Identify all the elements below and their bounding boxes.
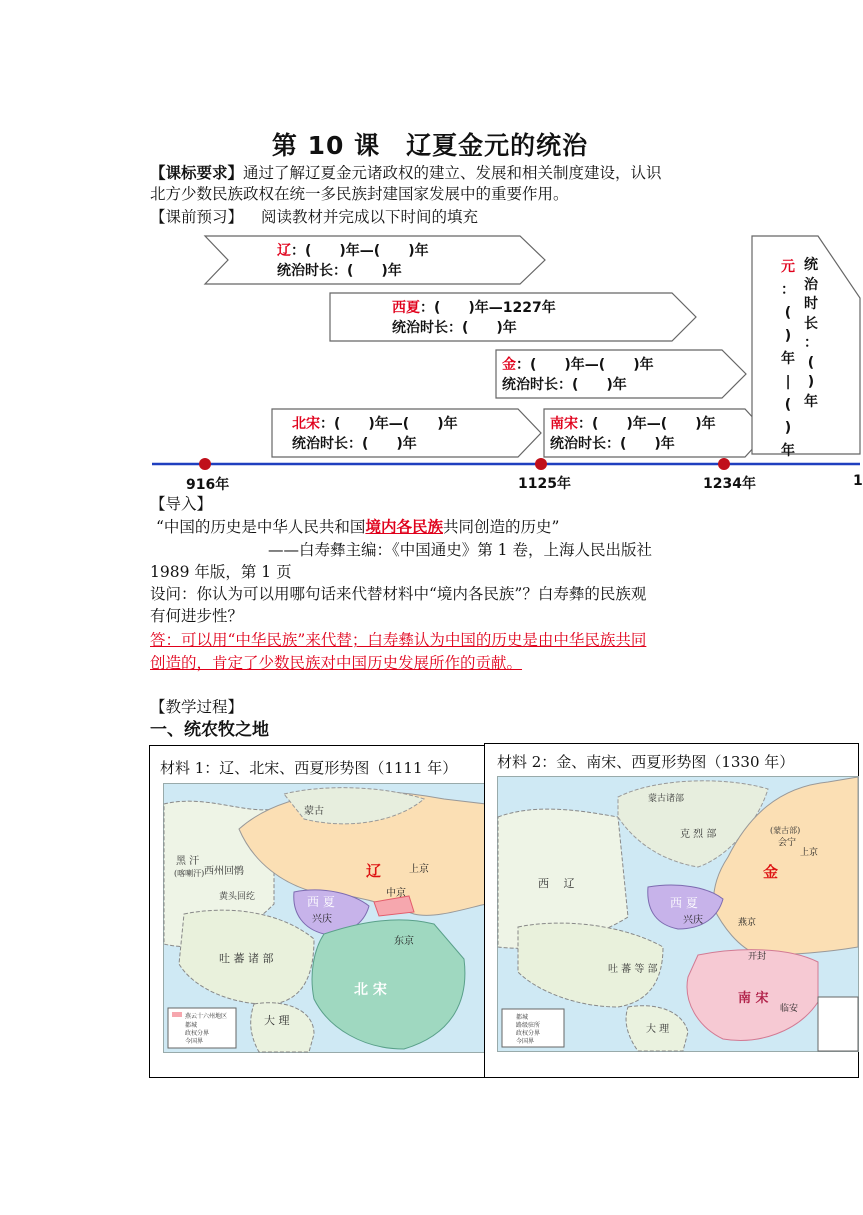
map2-label-mongol-bu: (蒙古部) <box>770 826 801 835</box>
material-2-map <box>497 776 859 1052</box>
quote-source-1: ——白寿彝主编：《中国通史》第 1 卷，上海人民出版社 <box>268 541 652 559</box>
xixia-name: 西夏 <box>392 300 420 316</box>
yuan-char: ) <box>807 374 815 390</box>
jin-duration: 统治时长：( )年 <box>502 377 627 393</box>
liao-years-line <box>277 240 429 260</box>
standard-label: 【课标要求】 <box>150 163 244 182</box>
quote-highlight: 境内各民族 <box>365 518 443 536</box>
yuan-char: ： <box>804 335 818 351</box>
beisong-duration: 统治时长：( )年 <box>292 436 417 452</box>
jin-years: ：( )年—( )年 <box>516 357 654 373</box>
question-line-2: 有何进步性？ <box>150 607 244 625</box>
map2-legend-3: 政权分界 <box>516 1030 541 1037</box>
map2-label-nansong: 南 宋 <box>738 991 769 1006</box>
yuan-char: ( <box>807 354 815 371</box>
map2-label-linan: 临安 <box>780 1004 799 1014</box>
intro-label: 【导入】 <box>150 495 213 513</box>
yuan-char: 年 <box>781 443 795 459</box>
map2-label-tubo: 吐 蕃 等 部 <box>608 964 658 975</box>
yuan-name: 元 <box>781 259 795 275</box>
section-1-heading: 一、统农牧之地 <box>150 720 269 740</box>
map2-inset <box>818 997 858 1051</box>
preview-line <box>150 207 478 228</box>
beisong-years: ：( )年—( )年 <box>320 416 458 432</box>
map2-label-shangjing: 上京 <box>800 848 819 858</box>
yuan-char: 治 <box>804 276 818 293</box>
map1-label-zhongjing: 中京 <box>386 888 406 899</box>
question-line-1: 设问：你认为可以用哪句话来代替材料中“境内各民族”？白寿彝的民族观 <box>150 585 647 603</box>
material-2-frame <box>484 743 859 1078</box>
xixia-years-line <box>392 297 556 317</box>
yuan-char: | <box>785 374 791 390</box>
map1-legend-3: 政权分界 <box>185 1030 210 1037</box>
standard-text-1: 通过了解辽夏金元诸政权的建立、发展和相关制度建设，认识 <box>243 164 662 182</box>
map2-legend-4: 今国界 <box>516 1038 535 1045</box>
map1-legend-4: 今国界 <box>185 1038 204 1045</box>
axis-label-cut: 1 <box>853 473 863 489</box>
map1-legend-1: 燕云十六州地区 <box>185 1013 228 1020</box>
page-title: 第 10 课 辽夏金元的统治 <box>271 131 589 160</box>
map1-label-beisong: 北 宋 <box>354 982 387 998</box>
beisong-years-line <box>292 413 458 433</box>
nansong-years: ：( )年—( )年 <box>578 416 716 432</box>
map2-label-jin: 金 <box>763 863 779 881</box>
map1-label-xingqing: 兴庆 <box>312 914 332 925</box>
map1-label-xixia: 西 夏 <box>307 895 335 909</box>
map1-legend-2: 都城 <box>185 1022 198 1029</box>
liao-years: ：( )年—( )年 <box>291 243 429 259</box>
yuan-char: ) <box>784 328 792 344</box>
map2-label-xingqing: 兴庆 <box>683 915 703 926</box>
map2-label-xiliao: 西 辽 <box>538 877 575 890</box>
xixia-years: ：( )年—1227年 <box>420 300 556 316</box>
standard-line-1 <box>150 162 662 184</box>
nansong-name: 南宋 <box>550 416 578 432</box>
preview-label: 【课前预习】 <box>150 208 244 226</box>
yuan-char: 时 <box>804 296 818 312</box>
axis-label-1125: 1125年 <box>518 476 571 492</box>
liao-duration: 统治时长：( )年 <box>277 263 402 279</box>
map1-label-shangjing: 上京 <box>409 864 429 875</box>
answer-line-2: 创造的，肯定了少数民族对中国历史发展所作的贡献。 <box>150 654 523 672</box>
yuan-char: ： <box>781 282 795 298</box>
dot-1234 <box>718 458 730 470</box>
quote-open: “中国的历史是中华人民共和国 <box>156 518 366 536</box>
yuan-char: ) <box>784 420 792 436</box>
jin-years-line <box>502 354 654 374</box>
liao-name: 辽 <box>277 243 291 259</box>
yuan-char: ( <box>784 397 792 413</box>
yuan-column-2 <box>802 256 820 412</box>
map2-label-yanjing: 燕京 <box>738 918 757 928</box>
map1-label-uighur: 西州回鹘 <box>204 866 244 877</box>
map2-label-kelie: 克 烈 部 <box>680 829 717 840</box>
axis-label-916: 916年 <box>186 477 230 493</box>
map2-label-xixia: 西 夏 <box>670 896 698 910</box>
yuan-column-1 <box>779 256 797 463</box>
process-label: 【教学过程】 <box>150 698 244 716</box>
yuan-char: ( <box>784 305 792 321</box>
dot-1125 <box>535 458 547 470</box>
timeline-graphic <box>0 228 860 496</box>
map1-label-mongol: 蒙古 <box>304 806 324 817</box>
material-2-caption: 材料 2：金、南宋、西夏形势图（1330 年） <box>497 753 795 771</box>
map1-label-dali: 大 理 <box>264 1014 290 1027</box>
nansong-years-line <box>550 413 716 433</box>
yuan-char: 年 <box>781 351 795 367</box>
map1-legend-swatch <box>172 1012 182 1017</box>
map1-label-dongjing: 东京 <box>394 936 414 947</box>
nansong-duration: 统治时长：( )年 <box>550 436 675 452</box>
beisong-name: 北宋 <box>292 416 320 432</box>
map1-label-heihan: 黑 汗 <box>176 856 200 867</box>
map2-legend-1: 都城 <box>516 1014 529 1021</box>
yuan-char: 年 <box>804 393 818 410</box>
preview-text: 阅读教材并完成以下时间的填充 <box>261 208 479 226</box>
standard-text-2: 北方少数民族政权在统一多民族封建国家发展中的重要作用。 <box>150 185 569 203</box>
map2-legend-2: 路级驻所 <box>516 1022 541 1029</box>
yuan-char: 统 <box>804 257 818 273</box>
map2-label-mongol-tribes: 蒙古诸部 <box>648 794 685 804</box>
map2-label-kaifeng: 开封 <box>748 952 767 962</box>
dot-916 <box>199 458 211 470</box>
jin-name: 金 <box>502 357 516 373</box>
map1-label-liao: 辽 <box>366 862 382 880</box>
material-1-frame <box>149 745 511 1078</box>
axis-label-1234: 1234年 <box>703 476 756 492</box>
map1-label-tubo: 吐 蕃 诸 部 <box>219 952 274 965</box>
map1-label-kara: (喀喇汗) <box>174 869 205 878</box>
map2-label-huining: 会宁 <box>778 838 797 848</box>
material-1-caption: 材料 1：辽、北宋、西夏形势图（1111 年） <box>160 759 458 777</box>
quote-source-2: 1989 年版，第 1 页 <box>150 563 292 581</box>
intro-quote <box>156 517 559 538</box>
xixia-duration: 统治时长：( )年 <box>392 320 517 336</box>
map2-label-dali: 大 理 <box>646 1024 670 1035</box>
answer-line-1: 答：可以用“中华民族”来代替；白寿彝认为中国的历史是由中华民族共同 <box>150 631 647 649</box>
quote-close: 共同创造的历史” <box>442 518 560 536</box>
map1-label-huangtou: 黄头回纥 <box>219 892 256 902</box>
material-1-map <box>163 783 487 1053</box>
yuan-char: 长 <box>804 315 818 332</box>
